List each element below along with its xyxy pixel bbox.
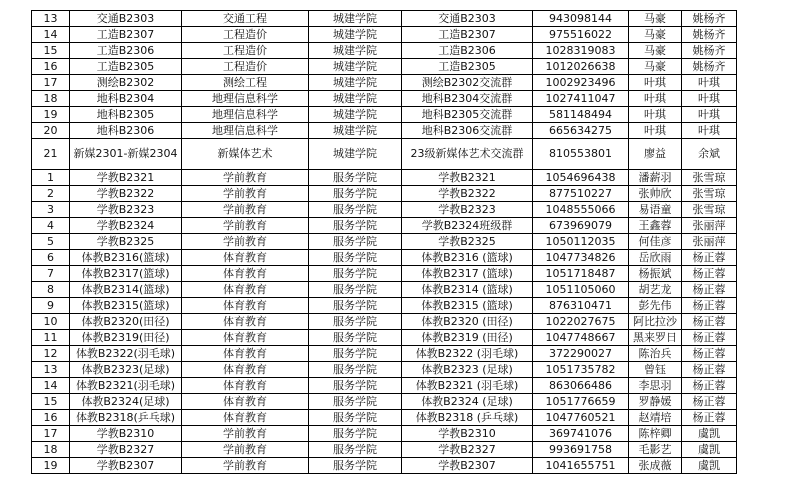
contact-cell: 廖益 <box>629 139 682 170</box>
teacher-cell: 张雪琼 <box>682 186 737 202</box>
group-name-cell: 学教B2321 <box>402 170 533 186</box>
class-name-cell: 体教B2314(篮球) <box>70 282 182 298</box>
group-name-cell: 工造B2306 <box>402 43 533 59</box>
teacher-cell: 杨正蓉 <box>682 362 737 378</box>
contact-cell: 彭先伟 <box>629 298 682 314</box>
class-group-table <box>31 10 737 474</box>
college-cell: 服务学院 <box>309 426 402 442</box>
group-number-cell: 1051105060 <box>533 282 629 298</box>
group-number-cell: 1054696438 <box>533 170 629 186</box>
contact-cell: 马豪 <box>629 59 682 75</box>
class-name-cell: 交通B2303 <box>70 11 182 27</box>
major-cell: 工程造价 <box>182 43 309 59</box>
table-row <box>32 123 737 139</box>
row-number-cell: 19 <box>32 458 70 474</box>
table-row <box>32 139 737 170</box>
table-row <box>32 266 737 282</box>
class-name-cell: 学教B2307 <box>70 458 182 474</box>
row-number-cell: 13 <box>32 11 70 27</box>
major-cell: 学前教育 <box>182 202 309 218</box>
college-cell: 城建学院 <box>309 11 402 27</box>
college-cell: 服务学院 <box>309 314 402 330</box>
college-cell: 服务学院 <box>309 378 402 394</box>
group-name-cell: 学教B2323 <box>402 202 533 218</box>
group-name-cell: 体教B2324 (足球) <box>402 394 533 410</box>
college-cell: 服务学院 <box>309 186 402 202</box>
contact-cell: 赵靖培 <box>629 410 682 426</box>
table-row <box>32 330 737 346</box>
class-name-cell: 体教B2319(田径) <box>70 330 182 346</box>
major-cell: 体育教育 <box>182 410 309 426</box>
major-cell: 体育教育 <box>182 250 309 266</box>
row-number-cell: 20 <box>32 123 70 139</box>
group-name-cell: 地科B2306交流群 <box>402 123 533 139</box>
teacher-cell: 姚杨齐 <box>682 11 737 27</box>
teacher-cell: 杨正蓉 <box>682 314 737 330</box>
contact-cell: 马豪 <box>629 43 682 59</box>
class-name-cell: 体教B2324(足球) <box>70 394 182 410</box>
college-cell: 服务学院 <box>309 170 402 186</box>
major-cell: 地理信息科学 <box>182 107 309 123</box>
teacher-cell: 杨正蓉 <box>682 250 737 266</box>
group-number-cell: 665634275 <box>533 123 629 139</box>
contact-cell: 王鑫蓉 <box>629 218 682 234</box>
group-name-cell: 体教B2318 (乒乓球) <box>402 410 533 426</box>
group-name-cell: 体教B2323 (足球) <box>402 362 533 378</box>
group-name-cell: 体教B2316 (篮球) <box>402 250 533 266</box>
row-number-cell: 14 <box>32 378 70 394</box>
group-number-cell: 1051718487 <box>533 266 629 282</box>
class-name-cell: 工造B2307 <box>70 27 182 43</box>
group-number-cell: 993691758 <box>533 442 629 458</box>
row-number-cell: 4 <box>32 218 70 234</box>
college-cell: 服务学院 <box>309 394 402 410</box>
contact-cell: 杨振斌 <box>629 266 682 282</box>
row-number-cell: 12 <box>32 346 70 362</box>
major-cell: 地理信息科学 <box>182 91 309 107</box>
college-cell: 城建学院 <box>309 27 402 43</box>
group-name-cell: 学教B2310 <box>402 426 533 442</box>
contact-cell: 陈梓卿 <box>629 426 682 442</box>
row-number-cell: 18 <box>32 91 70 107</box>
group-name-cell: 学教B2324班级群 <box>402 218 533 234</box>
teacher-cell: 杨正蓉 <box>682 410 737 426</box>
class-name-cell: 学教B2323 <box>70 202 182 218</box>
table-row <box>32 410 737 426</box>
major-cell: 体育教育 <box>182 378 309 394</box>
group-name-cell: 测绘B2302交流群 <box>402 75 533 91</box>
college-cell: 服务学院 <box>309 266 402 282</box>
major-cell: 学前教育 <box>182 234 309 250</box>
row-number-cell: 5 <box>32 234 70 250</box>
table-row <box>32 346 737 362</box>
table-row <box>32 458 737 474</box>
major-cell: 工程造价 <box>182 59 309 75</box>
college-cell: 服务学院 <box>309 218 402 234</box>
table-row <box>32 298 737 314</box>
major-cell: 学前教育 <box>182 426 309 442</box>
contact-cell: 叶琪 <box>629 123 682 139</box>
table-row <box>32 394 737 410</box>
row-number-cell: 15 <box>32 43 70 59</box>
group-name-cell: 地科B2305交流群 <box>402 107 533 123</box>
group-name-cell: 体教B2322 (羽毛球) <box>402 346 533 362</box>
row-number-cell: 7 <box>32 266 70 282</box>
major-cell: 交通工程 <box>182 11 309 27</box>
teacher-cell: 姚杨齐 <box>682 59 737 75</box>
contact-cell: 岳欣雨 <box>629 250 682 266</box>
contact-cell: 何佳彦 <box>629 234 682 250</box>
major-cell: 工程造价 <box>182 27 309 43</box>
major-cell: 学前教育 <box>182 458 309 474</box>
major-cell: 体育教育 <box>182 394 309 410</box>
group-name-cell: 体教B2317 (篮球) <box>402 266 533 282</box>
group-name-cell: 交通B2303 <box>402 11 533 27</box>
teacher-cell: 虞凯 <box>682 458 737 474</box>
group-name-cell: 体教B2320 (田径) <box>402 314 533 330</box>
table-row <box>32 27 737 43</box>
college-cell: 城建学院 <box>309 91 402 107</box>
class-name-cell: 体教B2323(足球) <box>70 362 182 378</box>
group-number-cell: 1041655751 <box>533 458 629 474</box>
teacher-cell: 虞凯 <box>682 426 737 442</box>
group-number-cell: 1050112035 <box>533 234 629 250</box>
row-number-cell: 21 <box>32 139 70 170</box>
teacher-cell: 杨正蓉 <box>682 282 737 298</box>
contact-cell: 李思羽 <box>629 378 682 394</box>
table-row <box>32 186 737 202</box>
group-name-cell: 体教B2321 (羽毛球) <box>402 378 533 394</box>
group-number-cell: 1048555066 <box>533 202 629 218</box>
major-cell: 学前教育 <box>182 218 309 234</box>
college-cell: 城建学院 <box>309 75 402 91</box>
group-number-cell: 975516022 <box>533 27 629 43</box>
group-number-cell: 1022027675 <box>533 314 629 330</box>
contact-cell: 叶琪 <box>629 107 682 123</box>
group-name-cell: 学教B2322 <box>402 186 533 202</box>
class-name-cell: 体教B2318(乒乓球) <box>70 410 182 426</box>
row-number-cell: 16 <box>32 410 70 426</box>
teacher-cell: 张丽萍 <box>682 218 737 234</box>
row-number-cell: 10 <box>32 314 70 330</box>
row-number-cell: 6 <box>32 250 70 266</box>
teacher-cell: 杨正蓉 <box>682 298 737 314</box>
teacher-cell: 叶琪 <box>682 107 737 123</box>
teacher-cell: 张雪琼 <box>682 202 737 218</box>
contact-cell: 潘薪羽 <box>629 170 682 186</box>
table-row <box>32 282 737 298</box>
major-cell: 新媒体艺术 <box>182 139 309 170</box>
teacher-cell: 叶琪 <box>682 75 737 91</box>
class-name-cell: 测绘B2302 <box>70 75 182 91</box>
row-number-cell: 1 <box>32 170 70 186</box>
teacher-cell: 姚杨齐 <box>682 43 737 59</box>
college-cell: 服务学院 <box>309 410 402 426</box>
contact-cell: 曾钰 <box>629 362 682 378</box>
group-number-cell: 1027411047 <box>533 91 629 107</box>
college-cell: 城建学院 <box>309 123 402 139</box>
contact-cell: 叶琪 <box>629 91 682 107</box>
major-cell: 学前教育 <box>182 186 309 202</box>
teacher-cell: 张丽萍 <box>682 234 737 250</box>
major-cell: 学前教育 <box>182 442 309 458</box>
group-number-cell: 1012026638 <box>533 59 629 75</box>
group-number-cell: 369741076 <box>533 426 629 442</box>
college-cell: 服务学院 <box>309 234 402 250</box>
group-name-cell: 体教B2319 (田径) <box>402 330 533 346</box>
contact-cell: 马豪 <box>629 27 682 43</box>
contact-cell: 易语童 <box>629 202 682 218</box>
group-name-cell: 体教B2315 (篮球) <box>402 298 533 314</box>
contact-cell: 阿比拉沙 <box>629 314 682 330</box>
college-cell: 服务学院 <box>309 330 402 346</box>
row-number-cell: 13 <box>32 362 70 378</box>
contact-cell: 黑来罗日 <box>629 330 682 346</box>
group-number-cell: 943098144 <box>533 11 629 27</box>
group-number-cell: 581148494 <box>533 107 629 123</box>
group-number-cell: 1028319083 <box>533 43 629 59</box>
teacher-cell: 张雪琼 <box>682 170 737 186</box>
table-row <box>32 11 737 27</box>
major-cell: 体育教育 <box>182 330 309 346</box>
contact-cell: 胡艺龙 <box>629 282 682 298</box>
table-row <box>32 442 737 458</box>
group-number-cell: 1047734826 <box>533 250 629 266</box>
row-number-cell: 17 <box>32 75 70 91</box>
table-row <box>32 314 737 330</box>
class-name-cell: 体教B2316(篮球) <box>70 250 182 266</box>
contact-cell: 罗静媛 <box>629 394 682 410</box>
table-row <box>32 91 737 107</box>
class-name-cell: 地科B2306 <box>70 123 182 139</box>
table-row <box>32 59 737 75</box>
class-name-cell: 学教B2322 <box>70 186 182 202</box>
group-number-cell: 1047748667 <box>533 330 629 346</box>
group-number-cell: 1002923496 <box>533 75 629 91</box>
class-name-cell: 学教B2321 <box>70 170 182 186</box>
contact-cell: 马豪 <box>629 11 682 27</box>
teacher-cell: 杨正蓉 <box>682 346 737 362</box>
contact-cell: 叶琪 <box>629 75 682 91</box>
college-cell: 服务学院 <box>309 346 402 362</box>
college-cell: 服务学院 <box>309 298 402 314</box>
group-name-cell: 地科B2304交流群 <box>402 91 533 107</box>
class-name-cell: 学教B2324 <box>70 218 182 234</box>
teacher-cell: 姚杨齐 <box>682 27 737 43</box>
table-row <box>32 107 737 123</box>
row-number-cell: 3 <box>32 202 70 218</box>
table-body <box>32 11 737 474</box>
table-row <box>32 75 737 91</box>
table-row <box>32 426 737 442</box>
table-row <box>32 43 737 59</box>
teacher-cell: 杨正蓉 <box>682 378 737 394</box>
table-row <box>32 170 737 186</box>
major-cell: 地理信息科学 <box>182 123 309 139</box>
table-row <box>32 218 737 234</box>
college-cell: 服务学院 <box>309 362 402 378</box>
group-name-cell: 学教B2325 <box>402 234 533 250</box>
college-cell: 城建学院 <box>309 59 402 75</box>
class-name-cell: 体教B2321(羽毛球) <box>70 378 182 394</box>
class-name-cell: 地科B2305 <box>70 107 182 123</box>
college-cell: 服务学院 <box>309 458 402 474</box>
row-number-cell: 17 <box>32 426 70 442</box>
contact-cell: 毛影艺 <box>629 442 682 458</box>
major-cell: 体育教育 <box>182 298 309 314</box>
group-name-cell: 学教B2327 <box>402 442 533 458</box>
teacher-cell: 叶琪 <box>682 91 737 107</box>
class-name-cell: 学教B2325 <box>70 234 182 250</box>
class-name-cell: 学教B2310 <box>70 426 182 442</box>
group-number-cell: 877510227 <box>533 186 629 202</box>
major-cell: 体育教育 <box>182 314 309 330</box>
group-number-cell: 810553801 <box>533 139 629 170</box>
group-number-cell: 1051776659 <box>533 394 629 410</box>
group-number-cell: 673969079 <box>533 218 629 234</box>
table-row <box>32 362 737 378</box>
college-cell: 城建学院 <box>309 43 402 59</box>
contact-cell: 张帅欣 <box>629 186 682 202</box>
row-number-cell: 15 <box>32 394 70 410</box>
row-number-cell: 8 <box>32 282 70 298</box>
college-cell: 服务学院 <box>309 282 402 298</box>
group-number-cell: 863066486 <box>533 378 629 394</box>
teacher-cell: 余斌 <box>682 139 737 170</box>
class-name-cell: 学教B2327 <box>70 442 182 458</box>
college-cell: 服务学院 <box>309 202 402 218</box>
major-cell: 体育教育 <box>182 362 309 378</box>
class-name-cell: 体教B2317(篮球) <box>70 266 182 282</box>
college-cell: 城建学院 <box>309 107 402 123</box>
major-cell: 体育教育 <box>182 346 309 362</box>
major-cell: 测绘工程 <box>182 75 309 91</box>
group-name-cell: 学教B2307 <box>402 458 533 474</box>
college-cell: 城建学院 <box>309 139 402 170</box>
row-number-cell: 16 <box>32 59 70 75</box>
major-cell: 体育教育 <box>182 282 309 298</box>
major-cell: 学前教育 <box>182 170 309 186</box>
college-cell: 服务学院 <box>309 250 402 266</box>
group-number-cell: 1051735782 <box>533 362 629 378</box>
group-name-cell: 23级新媒体艺术交流群 <box>402 139 533 170</box>
major-cell: 体育教育 <box>182 266 309 282</box>
row-number-cell: 9 <box>32 298 70 314</box>
group-number-cell: 372290027 <box>533 346 629 362</box>
teacher-cell: 杨正蓉 <box>682 266 737 282</box>
teacher-cell: 虞凯 <box>682 442 737 458</box>
contact-cell: 陈治兵 <box>629 346 682 362</box>
table-row <box>32 250 737 266</box>
row-number-cell: 19 <box>32 107 70 123</box>
row-number-cell: 2 <box>32 186 70 202</box>
group-name-cell: 体教B2314 (篮球) <box>402 282 533 298</box>
class-name-cell: 体教B2315(篮球) <box>70 298 182 314</box>
class-name-cell: 体教B2320(田径) <box>70 314 182 330</box>
contact-cell: 张成薇 <box>629 458 682 474</box>
class-name-cell: 地科B2304 <box>70 91 182 107</box>
teacher-cell: 叶琪 <box>682 123 737 139</box>
row-number-cell: 14 <box>32 27 70 43</box>
group-name-cell: 工造B2305 <box>402 59 533 75</box>
group-number-cell: 876310471 <box>533 298 629 314</box>
row-number-cell: 18 <box>32 442 70 458</box>
table-row <box>32 378 737 394</box>
table-row <box>32 202 737 218</box>
class-name-cell: 工造B2305 <box>70 59 182 75</box>
table-row <box>32 234 737 250</box>
group-number-cell: 1047760521 <box>533 410 629 426</box>
row-number-cell: 11 <box>32 330 70 346</box>
class-name-cell: 新媒2301-新媒2304 <box>70 139 182 170</box>
group-name-cell: 工造B2307 <box>402 27 533 43</box>
class-name-cell: 体教B2322(羽毛球) <box>70 346 182 362</box>
teacher-cell: 杨正蓉 <box>682 330 737 346</box>
class-name-cell: 工造B2306 <box>70 43 182 59</box>
college-cell: 服务学院 <box>309 442 402 458</box>
teacher-cell: 杨正蓉 <box>682 394 737 410</box>
